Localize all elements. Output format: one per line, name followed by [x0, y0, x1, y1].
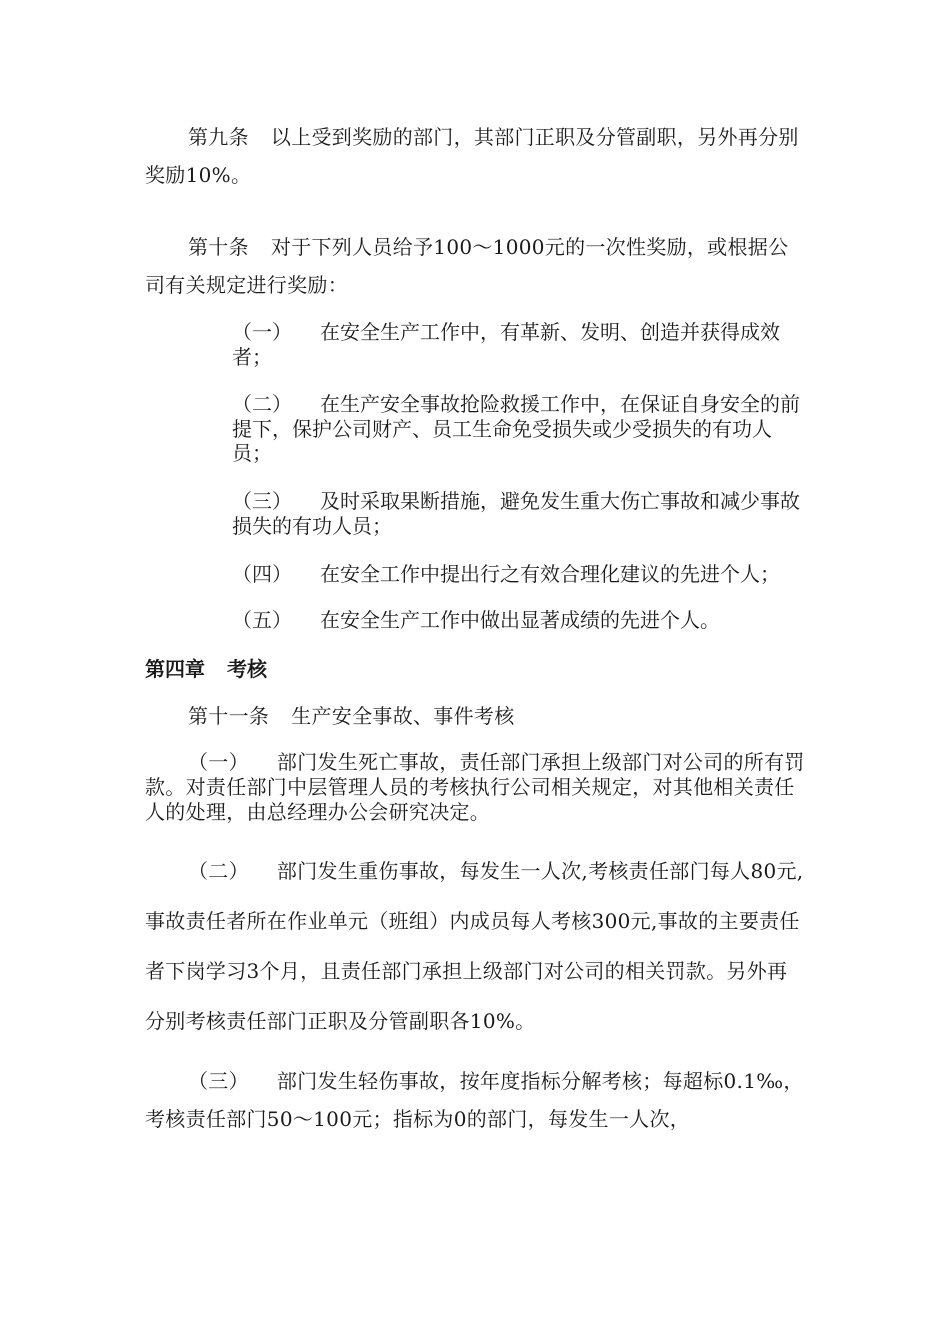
item-number: （五） — [232, 608, 292, 632]
clause-number: （二） — [188, 859, 249, 883]
article-9-paragraph — [145, 118, 805, 194]
clause-text: 部门发生重伤事故，每发生一人次,考核责任部门每人80元,事故责任者所在作业单元（班组）内成员每人考核300元,事故的主要责任者下岗学习3个月，且责任部门承担上级部门对公司的相关罚款。另外再分别考核责任部门正职及分管副职各10%。 — [145, 859, 804, 1033]
article-10-item-2 — [232, 392, 802, 466]
article-11-clause-2 — [145, 846, 805, 1046]
article-9-label: 第九条 — [188, 125, 249, 149]
clause-text: 部门发生死亡事故，责任部门承担上级部门对公司的所有罚款。对责任部门中层管理人员的考核执行公司相关规定，对其他相关责任人的处理，由总经理办公会研究决定。 — [145, 750, 805, 824]
article-10-item-1 — [232, 320, 802, 369]
article-10-item-5 — [232, 608, 802, 633]
chapter-4-heading — [145, 655, 267, 683]
article-11-label: 第十一条 — [188, 704, 270, 728]
article-11-clause-1 — [145, 750, 805, 825]
chapter-4-title: 考核 — [227, 657, 267, 681]
item-number: （四） — [232, 562, 292, 586]
item-number: （三） — [232, 489, 292, 513]
article-10-label: 第十条 — [188, 235, 249, 259]
item-text: 在生产安全事故抢险救援工作中，在保证自身安全的前提下，保护公司财产、员工生命免受损失或少受损失的有功人员； — [232, 392, 800, 465]
article-10-item-3 — [232, 489, 802, 538]
item-text: 在安全生产工作中做出显著成绩的先进个人。 — [320, 608, 720, 632]
clause-number: （三） — [188, 1069, 249, 1093]
clause-text: 部门发生轻伤事故，按年度指标分解考核；每超标0.1‰，考核责任部门50～100元；指标为0的部门，每发生一人次， — [145, 1069, 804, 1131]
item-number: （二） — [232, 392, 292, 416]
article-11-title: 生产安全事故、事件考核 — [291, 704, 515, 728]
article-10-text: 对于下列人员给予100～1000元的一次性奖励，或根据公司有关规定进行奖励： — [145, 235, 789, 297]
clause-number: （一） — [188, 750, 249, 774]
item-text: 及时采取果断措施，避免发生重大伤亡事故和减少事故损失的有功人员； — [232, 489, 800, 538]
article-10-paragraph — [145, 228, 805, 304]
article-11-clause-3 — [145, 1062, 805, 1138]
item-text: 在安全工作中提出行之有效合理化建议的先进个人； — [320, 562, 780, 586]
item-text: 在安全生产工作中，有革新、发明、创造并获得成效者； — [232, 320, 780, 369]
chapter-4-label: 第四章 — [145, 657, 205, 681]
item-number: （一） — [232, 320, 292, 344]
article-11-heading — [145, 702, 805, 730]
article-9-text: 以上受到奖励的部门，其部门正职及分管副职，另外再分别奖励10%。 — [145, 125, 799, 187]
article-10-item-4 — [232, 562, 802, 587]
